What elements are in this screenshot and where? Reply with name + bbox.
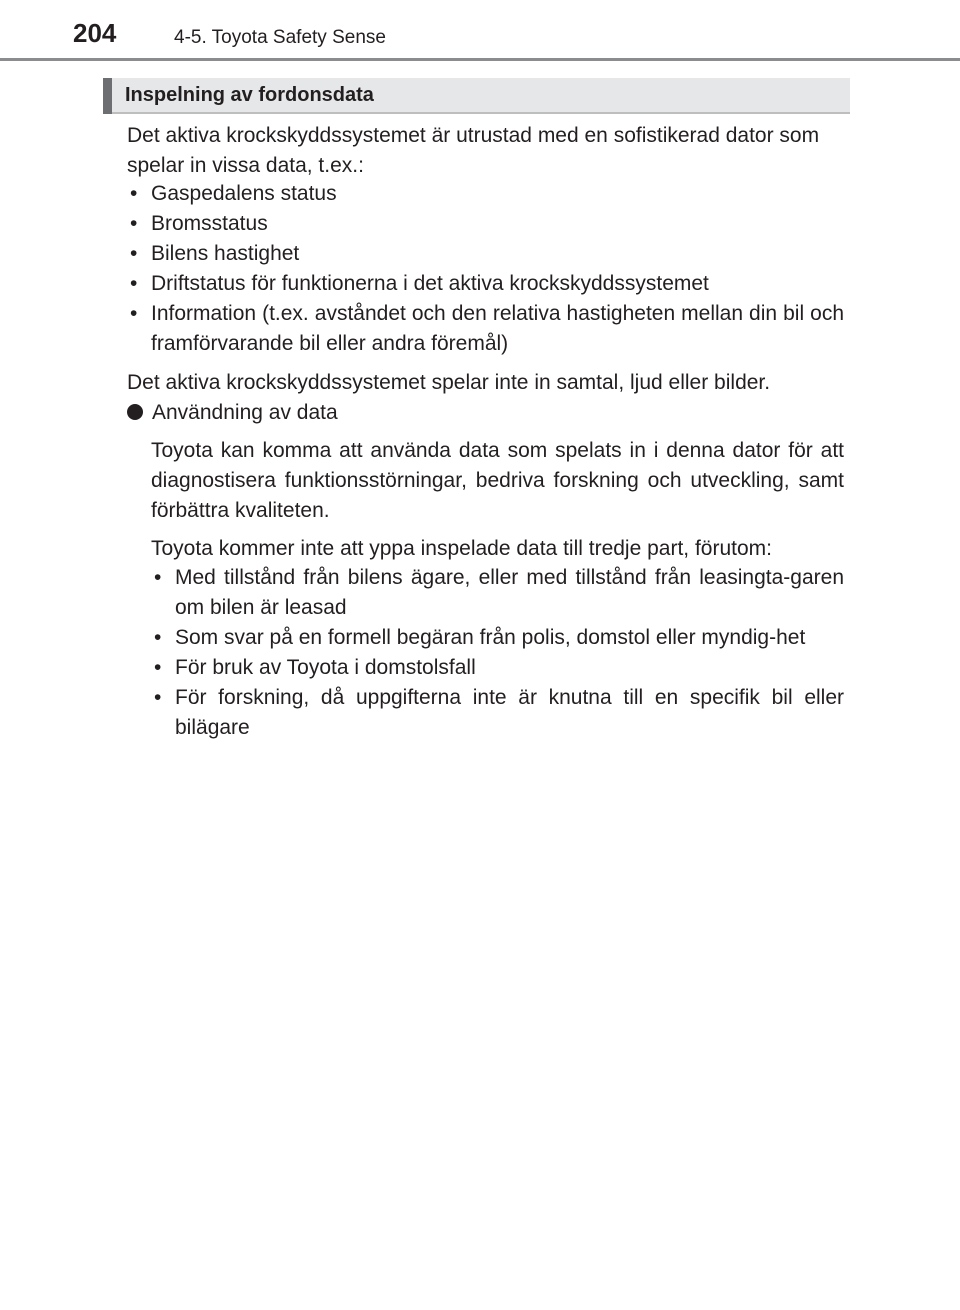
list-item xyxy=(127,179,844,209)
list-item xyxy=(127,299,844,359)
bullet-icon: • xyxy=(154,686,162,709)
list-item-text: Som svar på en formell begäran från polis, domstol eller myndig-het xyxy=(175,626,806,649)
usage-paragraph: Toyota kan komma att använda data som spelats in i denna dator för att diagnostisera funktionsstörningar, bedriva forskning och utveckling, samt förbättra kvaliteten. xyxy=(151,439,844,522)
list-item xyxy=(151,563,844,623)
list-item xyxy=(127,239,844,269)
heading-accent xyxy=(103,78,112,114)
list-item-text: Bilens hastighet xyxy=(151,242,300,265)
page-number: 204 xyxy=(73,18,117,48)
list-item xyxy=(127,209,844,239)
disclosure-intro: Toyota kommer inte att yppa inspelade data till tredje part, förutom: xyxy=(151,537,772,560)
bullet-icon: • xyxy=(130,272,138,295)
list-item-text: Information (t.ex. avståndet och den relativa hastigheten mellan din bil och framförvarande bil eller andra föremål) xyxy=(151,302,844,355)
bullet-icon: • xyxy=(130,182,138,205)
header-divider xyxy=(0,58,960,61)
exceptions-list xyxy=(151,563,844,743)
recorded-items-list xyxy=(127,179,844,359)
no-audio-note: Det aktiva krockskyddssystemet spelar inte in samtal, ljud eller bilder. xyxy=(127,371,771,394)
bullet-icon: • xyxy=(154,626,162,649)
usage-heading xyxy=(127,398,338,428)
page-header xyxy=(0,0,960,62)
list-item-text: Gaspedalens status xyxy=(151,182,337,205)
list-item-text: Bromsstatus xyxy=(151,212,268,235)
bullet-icon: • xyxy=(130,302,138,325)
section-reference: 4-5. Toyota Safety Sense xyxy=(174,27,386,48)
section-heading: Inspelning av fordonsdata xyxy=(125,84,374,106)
list-item-text: Driftstatus för funktionerna i det aktiva krockskyddssystemet xyxy=(151,272,709,295)
bullet-icon: • xyxy=(154,656,162,679)
list-item-text: Med tillstånd från bilens ägare, eller med tillstånd från leasingta-garen om bilen är leasad xyxy=(175,566,844,619)
section-heading-bar xyxy=(103,78,850,114)
list-item xyxy=(151,683,844,743)
usage-heading-text: Användning av data xyxy=(152,401,338,424)
list-item xyxy=(151,653,844,683)
filled-circle-icon xyxy=(127,404,143,420)
list-item-text: För forskning, då uppgifterna inte är knutna till en specifik bil eller bilägare xyxy=(175,686,844,739)
list-item xyxy=(127,269,844,299)
bullet-icon: • xyxy=(130,242,138,265)
list-item xyxy=(151,623,844,653)
intro-paragraph: Det aktiva krockskyddssystemet är utrustad med en sofistikerad dator som spelar in vissa data, t.ex.: xyxy=(127,124,820,177)
bullet-icon: • xyxy=(130,212,138,235)
bullet-icon: • xyxy=(154,566,162,589)
list-item-text: För bruk av Toyota i domstolsfall xyxy=(175,656,476,679)
